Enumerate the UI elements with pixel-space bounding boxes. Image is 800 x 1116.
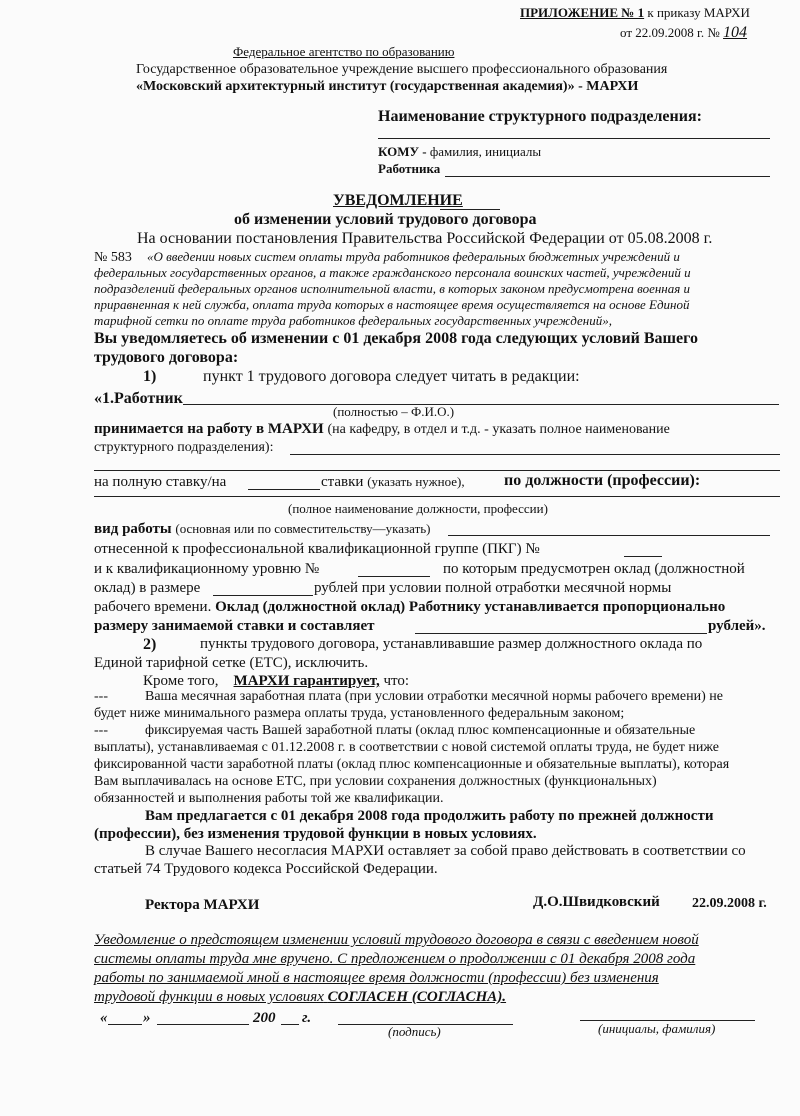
guarantee-dash-1: --- bbox=[94, 689, 108, 704]
to-label: КОМУ - bbox=[378, 144, 427, 159]
basis-italic-1: «О введении новых систем оплаты труда работников федеральных бюджетных учреждений и bbox=[147, 249, 680, 264]
position-line bbox=[94, 496, 780, 497]
item1-number: 1) bbox=[143, 368, 157, 385]
basis-italic-4: приравненная к ней служба, оплата труда которых в настоящее время осуществляется на основе Единой bbox=[94, 297, 690, 312]
institution-line2: «Московский архитектурный институт (государственная академия)» - МАРХИ bbox=[136, 79, 639, 94]
accepted-line bbox=[94, 421, 670, 438]
basis-italic-5: тарифной сетки по оплате труда работников федеральных государственных учреждений», bbox=[94, 313, 612, 328]
level-blank bbox=[358, 576, 430, 577]
level-line-a: и к квалификационному уровню № bbox=[94, 561, 320, 577]
appendix-date: от 22.09.2008 г. № 104 bbox=[620, 24, 748, 41]
agency-name: Федеральное агентство по образованию bbox=[233, 44, 455, 59]
pkg-line: отнесенной к профессиональной квалификационной группе (ПКГ) № bbox=[94, 541, 540, 557]
guarantee-intro: Кроме того, МАРХИ гарантирует, что: bbox=[143, 673, 410, 689]
consent-year-suffix: г. bbox=[302, 1010, 312, 1026]
basis-number: № 583 bbox=[94, 250, 132, 265]
consent-year-blank bbox=[281, 1024, 299, 1025]
norm-blank bbox=[415, 633, 707, 634]
title-underline-ext bbox=[440, 209, 500, 210]
dept-line-2 bbox=[94, 470, 780, 471]
consent-day-blank bbox=[108, 1024, 142, 1025]
worktype-line: вид работы (основная или по совместительству—указать) bbox=[94, 521, 431, 537]
consent-line1: Уведомление о предстоящем изменении условий трудового договора в связи с введением новой bbox=[94, 932, 699, 948]
worker-name-line bbox=[183, 404, 779, 405]
signature-hint: (подпись) bbox=[388, 1024, 441, 1039]
department-line bbox=[378, 138, 770, 139]
employee-line bbox=[445, 176, 770, 177]
salary-line-a: оклад) в размере bbox=[94, 580, 201, 596]
fio-hint: (инициалы, фамилия) bbox=[598, 1021, 716, 1036]
level-line-b: по которым предусмотрен оклад (должностной bbox=[443, 561, 745, 577]
appendix-order: к приказу МАРХИ bbox=[647, 5, 750, 20]
signature-date: 22.09.2008 г. bbox=[692, 896, 767, 911]
position-hint: (полное наименование должности, профессии) bbox=[288, 501, 548, 516]
guarantee-2d: Вам выплачивалась на основе ЕТС, при условии сохранения должностных (функциональных) bbox=[94, 774, 657, 789]
dept-line-1 bbox=[290, 454, 780, 455]
appendix-title: ПРИЛОЖЕНИЕ № 1 bbox=[520, 5, 645, 20]
guarantee-2a: фиксируемая часть Вашей заработной платы (оклад плюс компенсационные и обязательные bbox=[145, 723, 696, 738]
notice-title: УВЕДОМЛЕНИЕ bbox=[333, 192, 463, 209]
consent-line2: системы оплаты труда мне вручено. С предложением о продолжении с 01 декабря 2008 года bbox=[94, 951, 696, 967]
offer-line2: (профессии), без изменения трудовой функции в новых условиях. bbox=[94, 826, 537, 842]
disagree-line1: В случае Вашего несогласия МАРХИ оставляет за собой право действовать в соответствии со bbox=[145, 843, 746, 859]
rate-line: на полную ставку/на bbox=[94, 474, 227, 490]
guarantee-1a: Ваша месячная заработная плата (при условии отработки месячной нормы рабочего времени) не bbox=[145, 689, 723, 704]
item2-text: пункты трудового договора, устанавливавшие размер должностного оклада по bbox=[200, 636, 703, 652]
item1-text: пункт 1 трудового договора следует читать в редакции: bbox=[203, 368, 580, 385]
salary-blank bbox=[213, 595, 313, 596]
norm-line: рабочего времени. Оклад (должностной оклад) Работнику устанавливается пропорционально bbox=[94, 599, 726, 615]
worker-hint: (полностью – Ф.И.О.) bbox=[333, 404, 455, 419]
department-label: Наименование структурного подразделения: bbox=[378, 108, 702, 125]
to-hint: фамилия, инициалы bbox=[429, 144, 542, 159]
rector-label: Ректора МАРХИ bbox=[145, 897, 260, 913]
appendix-number: 104 bbox=[723, 24, 748, 41]
rector-name: Д.О.Швидковский bbox=[533, 894, 660, 910]
item2-text2: Единой тарифной сетке (ЕТС), исключить. bbox=[94, 655, 369, 671]
notify-line1: Вы уведомляетесь об изменении с 01 декабря 2008 года следующих условий Вашего bbox=[94, 330, 698, 347]
disagree-line2: статьей 74 Трудового кодекса Российской Федерации. bbox=[94, 861, 438, 877]
guarantee-1b: будет ниже минимального размера оплаты труда, установленного федеральным законом; bbox=[94, 706, 625, 721]
consent-line4: трудовой функции в новых условиях СОГЛАСЕН (СОГЛАСНА). bbox=[94, 989, 507, 1005]
accepted-rest: (на кафедру, в отдел и т.д. - указать полное наименование bbox=[327, 422, 670, 437]
position-label: по должности (профессии): bbox=[504, 472, 701, 489]
offer-line1: Вам предлагается с 01 декабря 2008 года продолжить работу по прежней должности bbox=[145, 808, 714, 824]
guarantee-2b: выплаты), устанавливаемая с 01.12.2008 г. в соответствии с новой системой оплаты труда, не будет ниже bbox=[94, 740, 720, 755]
item2-number: 2) bbox=[143, 636, 157, 653]
salary-line-b: рублей при условии полной отработки месячной нормы bbox=[314, 580, 672, 596]
notify-line2: трудового договора: bbox=[94, 349, 239, 366]
consent-month-blank bbox=[157, 1024, 249, 1025]
notice-subtitle: об изменении условий трудового договора bbox=[234, 211, 537, 228]
consent-date-close: » bbox=[143, 1010, 151, 1026]
institution-line1: Государственное образовательное учреждение высшего профессионального образования bbox=[136, 62, 668, 77]
consent-date-open: « bbox=[100, 1010, 108, 1026]
norm-rubles: рублей». bbox=[708, 618, 766, 634]
pkg-blank bbox=[624, 556, 662, 557]
guarantee-2c: фиксированной части заработной платы (оклад плюс компенсационные и обязательные выплаты), которая bbox=[94, 757, 730, 772]
accepted-bold: принимается на работу в МАРХИ bbox=[94, 421, 324, 437]
consent-line3: работы по занимаемой мной в настоящее время должности (профессии) без изменения bbox=[94, 970, 659, 986]
basis-line1: На основании постановления Правительства Российской Федерации от 05.08.2008 г. bbox=[137, 230, 713, 247]
basis-italic-2: федеральных государственных органов, а также гражданского персонала воинских частей, учреждений и bbox=[94, 265, 691, 280]
dept-label: структурного подразделения): bbox=[94, 440, 274, 455]
consent-year: 200 bbox=[253, 1010, 276, 1026]
guarantee-2e: обязанностей и выполнения работы той же квалификации. bbox=[94, 791, 444, 806]
norm-line-2: размеру занимаемой ставки и составляет bbox=[94, 618, 375, 634]
rate-blank bbox=[248, 489, 320, 490]
guarantee-dash-2: --- bbox=[94, 723, 108, 738]
employee-label: Работника bbox=[378, 161, 441, 176]
worktype-blank bbox=[448, 535, 770, 536]
appendix-header bbox=[520, 6, 750, 21]
worker-label: «1.Работник bbox=[94, 390, 183, 407]
rate-stavki: ставки (указать нужное), bbox=[321, 474, 465, 490]
addressee-line bbox=[378, 145, 541, 160]
basis-italic-3: подразделений федеральных органов исполнительной власти, в которых законом предусмотрена военная и bbox=[94, 281, 691, 296]
